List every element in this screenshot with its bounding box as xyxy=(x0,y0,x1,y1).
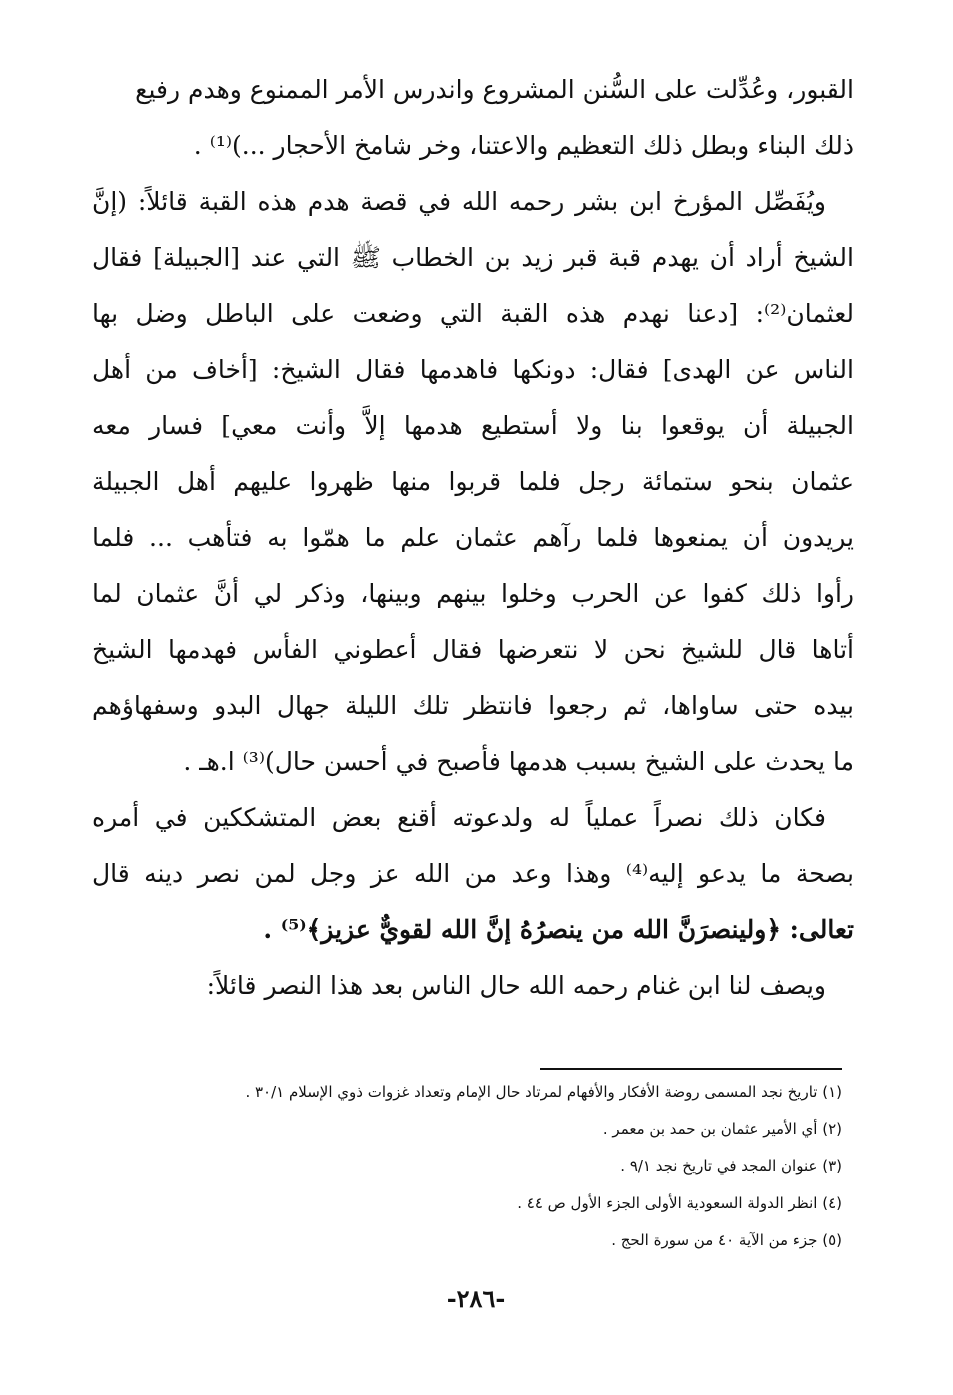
text-line: ما يحدث على الشيخ بسبب هدمها فأصبح في أحسن حال)⁽³⁾ ا.هـ . xyxy=(183,747,854,776)
text-line: ويُفَصِّل المؤرخ ابن بشر رحمه الله في قصة هدم هذه القبة قائلاً: (إنَّ xyxy=(92,187,826,216)
footnote: (١) تاريخ نجد المسمى روضة الأفكار والأفهام لمرتاد حال الإمام وتعداد غزوات ذوي الإسلام ٣٠/١ . xyxy=(245,1083,842,1101)
page-number: -٢٨٦- xyxy=(446,1284,506,1313)
text-line: الجبيلة أن يوقعوا بنا ولا أستطيع هدمها إلاَّ وأنت معي] فسار معه xyxy=(92,411,854,440)
text-line: عثمان بنحو ستمائة رجل فلما قربوا منها ظهروا عليهم أهل الجبيلة xyxy=(92,467,854,496)
footnote-separator xyxy=(540,1068,842,1070)
footnote: (٤) انظر الدولة السعودية الأولى الجزء الأول ص ٤٤ . xyxy=(517,1194,842,1212)
text-line: القبور، وعُدِّلت على السُّنن المشروع واندرس الأمر الممنوع وهدم رفيع xyxy=(135,75,854,104)
footnote: (٢) أي الأمير عثمان بن حمد بن معمر . xyxy=(602,1120,842,1138)
text-line: بصحة ما يدعو إليه⁽⁴⁾ وهذا وعد من الله عز وجل لمن نصر دينه قال xyxy=(92,859,854,888)
text-line: ويصف لنا ابن غنام رحمه الله حال الناس بعد هذا النصر قائلاً: xyxy=(206,971,826,1000)
text-line: لعثمان⁽²⁾: [دعنا نهدم هذه القبة التي وضعت على الباطل وضل بها xyxy=(92,299,854,328)
text-line: الناس عن الهدى] فقال: دونكها فاهدمها فقال الشيخ: [أخاف من أهل xyxy=(92,355,854,384)
text-line: فكان ذلك نصراً عملياً له ولدعوته أقنع بعض المتشككين في أمره xyxy=(92,803,826,832)
main-text xyxy=(92,62,854,1014)
text-line: ذلك البناء وبطل ذلك التعظيم والاعتنا، وخر شامخ الأحجار ...)⁽¹⁾ . xyxy=(193,131,854,160)
text-line: يريدون أن يمنعوها فلما رآهم عثمان علم ما همّوا به فتأهب ... فلما xyxy=(92,523,854,552)
footnote: (٣) عنوان المجد في تاريخ نجد ٩/١ . xyxy=(620,1157,842,1175)
text-line: بيده حتى ساواها، ثم رجعوا فانتظر تلك الليلة جهال البدو وسفهاؤهم xyxy=(92,691,854,720)
text-line: أتاها قال للشيخ نحن لا نتعرضها فقال أعطوني الفأس فهدمها الشيخ xyxy=(92,635,854,664)
text-line: رأوا ذلك كفوا عن الحرب وخلوا بينهم وبينها، وذكر لي أنَّ عثمان لما xyxy=(92,579,854,608)
text-line: الشيخ أراد أن يهدم قبة قبر زيد بن الخطاب ﷺ التي عند [الجبيلة] فقال xyxy=(92,243,854,272)
footnotes xyxy=(140,1074,842,1259)
quran-verse-line: تعالى: ﴿ولينصرَنَّ الله من ينصرُهُ إنَّ الله لقويٌّ عزيز﴾⁽⁵⁾ . xyxy=(263,915,854,944)
footnote: (٥) جزء من الآية ٤٠ من سورة الحج . xyxy=(611,1231,842,1249)
